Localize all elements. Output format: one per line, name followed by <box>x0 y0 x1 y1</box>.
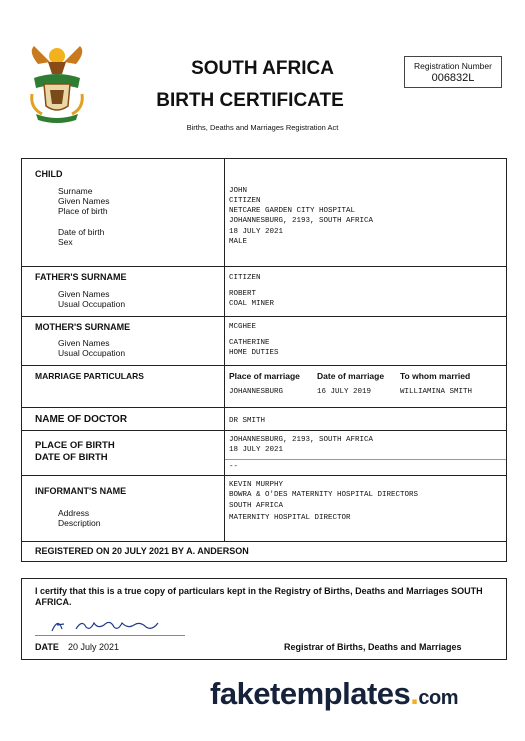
marriage-whom-value: WILLIAMINA SMITH <box>400 388 473 396</box>
divider <box>22 430 506 431</box>
registrar-title: Registrar of Births, Deaths and Marriages <box>284 642 462 652</box>
informant-address-value-2: SOUTH AFRICA <box>229 502 284 510</box>
birth-place-value: JOHANNESBURG, 2193, SOUTH AFRICA <box>229 436 374 444</box>
father-given-names-value: ROBERT <box>229 290 257 298</box>
child-given-names-value: CITIZEN <box>229 197 261 205</box>
date-label: DATE <box>35 642 59 652</box>
informant-address-value-1: BOWRA & O'DES MATERNITY HOSPITAL DIRECTORS <box>229 491 419 499</box>
divider <box>22 365 506 366</box>
informant-description-value: MATERNITY HOSPITAL DIRECTOR <box>229 514 351 522</box>
child-heading: CHILD <box>35 169 63 179</box>
marriage-place-value: JOHANNESBURG <box>229 388 284 396</box>
child-surname-value: JOHN <box>229 187 248 195</box>
informant-name-value: KEVIN MURPHY <box>229 481 284 489</box>
coat-of-arms-icon <box>24 44 90 124</box>
marriage-place-header: Place of marriage <box>229 371 300 381</box>
marriage-date-value: 16 JULY 2019 <box>317 388 372 396</box>
mother-occupation-value: HOME DUTIES <box>229 349 279 357</box>
doctor-name-value: DR SMITH <box>229 417 266 425</box>
date-of-birth-heading: DATE OF BIRTH <box>35 452 108 463</box>
divider <box>22 266 506 267</box>
doctor-heading: NAME OF DOCTOR <box>35 414 128 425</box>
mother-given-names-value: CATHERINE <box>229 339 270 347</box>
child-sex-value: MALE <box>229 238 248 246</box>
father-surname-value: CITIZEN <box>229 274 261 282</box>
watermark-tld: com <box>418 687 459 709</box>
certification-box <box>21 578 507 660</box>
father-given-names-label: Given Names <box>58 289 110 299</box>
informant-heading: INFORMANT'S NAME <box>35 486 127 496</box>
birth-extra-value: -- <box>229 463 239 471</box>
divider <box>22 407 506 408</box>
birth-date-value: 18 JULY 2021 <box>229 446 284 454</box>
informant-description-label: Description <box>58 518 101 528</box>
divider <box>22 541 506 542</box>
child-dob-label: Date of birth <box>58 227 105 237</box>
registered-line: REGISTERED ON 20 JULY 2021 BY A. ANDERSON <box>35 546 249 556</box>
child-sex-label: Sex <box>58 237 73 247</box>
country-title: SOUTH AFRICA <box>191 58 334 79</box>
marriage-date-header: Date of marriage <box>317 371 385 381</box>
certification-statement: I certify that this is a true copy of particulars kept in the Registry of Births, Deaths and Marriages SOUTH AFRICA. <box>35 586 483 607</box>
divider <box>225 459 506 460</box>
divider <box>22 316 506 317</box>
child-dob-value: 18 JULY 2021 <box>229 228 284 236</box>
watermark-dot: . <box>410 676 419 711</box>
signature-line <box>35 635 185 636</box>
registration-box <box>404 56 502 88</box>
marriage-whom-header: To whom married <box>400 371 471 381</box>
child-place-value-1: NETCARE GARDEN CITY HOSPITAL <box>229 207 356 215</box>
place-of-birth-heading: PLACE OF BIRTH <box>35 440 115 451</box>
date-value: 20 July 2021 <box>68 642 120 652</box>
child-given-names-label: Given Names <box>58 196 110 206</box>
father-occupation-label: Usual Occupation <box>58 299 126 309</box>
mother-surname-value: MCGHEE <box>229 323 257 331</box>
watermark-name: faketemplates <box>210 676 411 711</box>
registration-number: 006832L <box>431 72 475 84</box>
mother-given-names-label: Given Names <box>58 338 110 348</box>
child-place-label: Place of birth <box>58 206 108 216</box>
watermark-logo <box>210 676 458 712</box>
child-place-value-2: JOHANNESBURG, 2193, SOUTH AFRICA <box>229 217 374 225</box>
marriage-heading: MARRIAGE PARTICULARS <box>35 371 144 381</box>
document-title: BIRTH CERTIFICATE <box>156 90 344 111</box>
divider <box>22 475 506 476</box>
registration-label: Registration Number <box>414 61 492 71</box>
column-divider <box>224 159 225 541</box>
certificate-form <box>21 158 507 562</box>
mother-occupation-label: Usual Occupation <box>58 348 126 358</box>
informant-address-label: Address <box>58 508 90 518</box>
signature-image <box>48 613 168 635</box>
father-heading: FATHER'S SURNAME <box>35 272 127 282</box>
father-occupation-value: COAL MINER <box>229 300 275 308</box>
act-subtitle: Births, Deaths and Marriages Registration Act <box>186 123 339 132</box>
mother-heading: MOTHER'S SURNAME <box>35 322 131 332</box>
child-surname-label: Surname <box>58 186 93 196</box>
